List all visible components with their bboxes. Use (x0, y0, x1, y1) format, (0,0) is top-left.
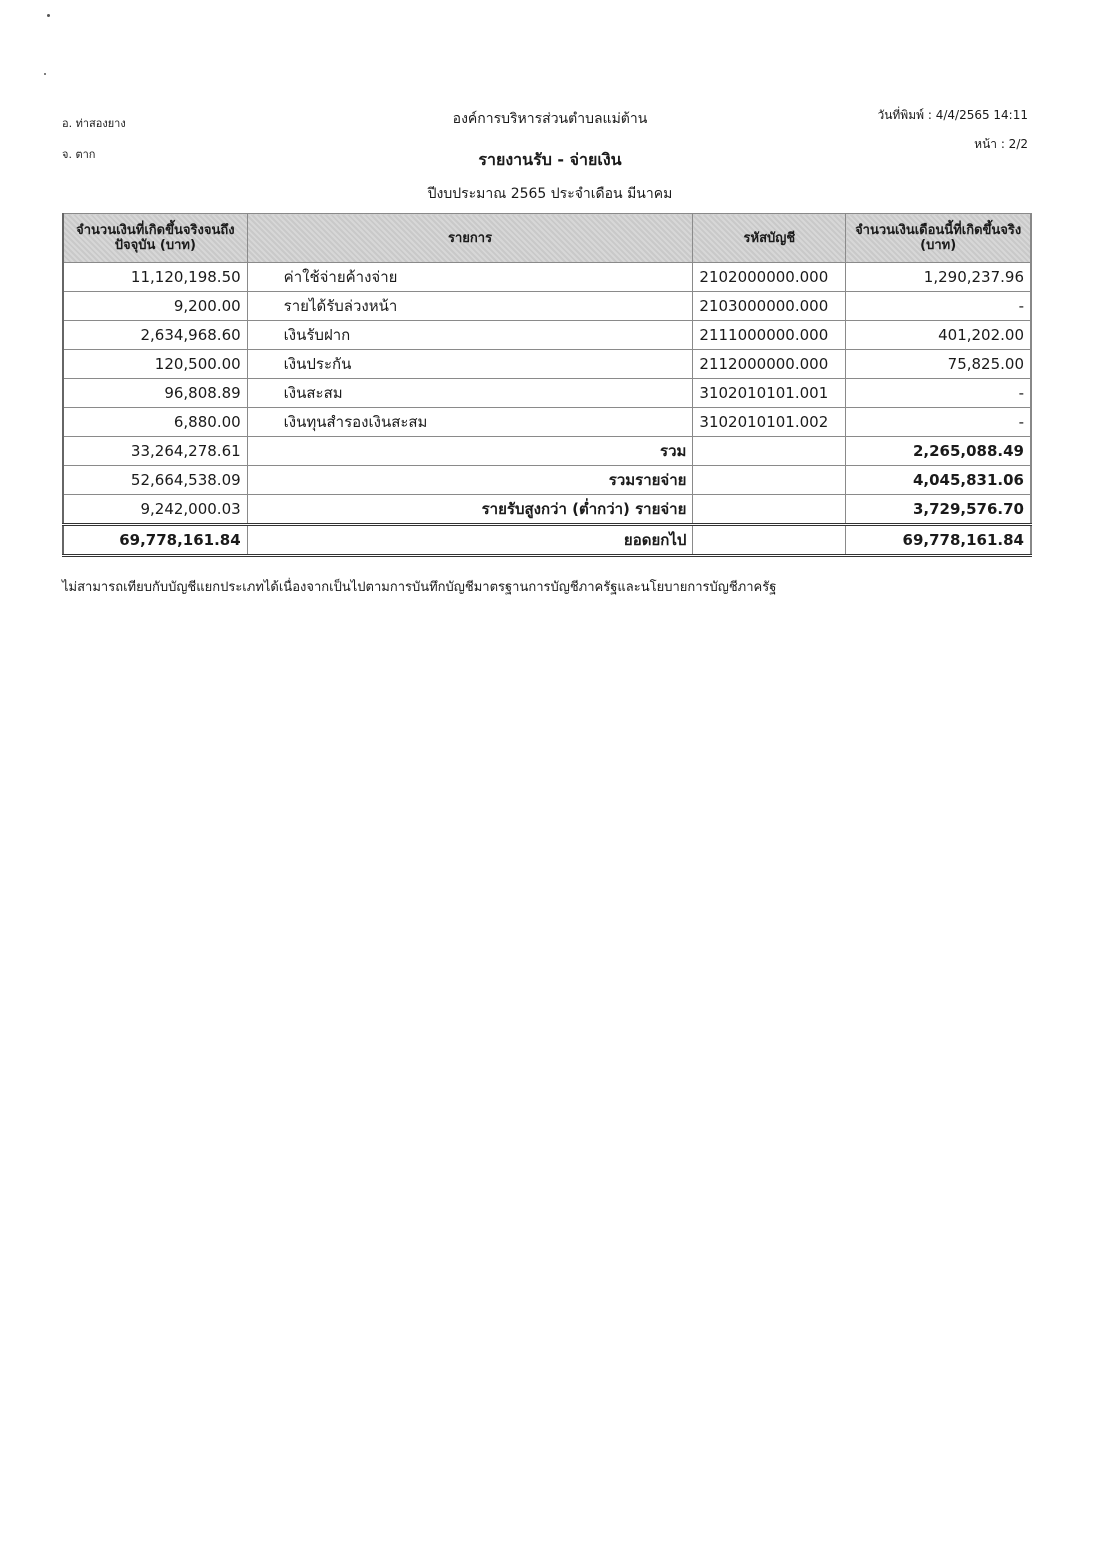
ytd-cell: 33,264,278.61 (63, 437, 247, 466)
code-cell: 2103000000.000 (693, 292, 846, 321)
code-cell: 2102000000.000 (693, 263, 846, 292)
page-number: หน้า : 2/2 (974, 137, 1028, 151)
header-ytd-amount: จำนวนเงินที่เกิดขึ้นจริงจนถึงปัจจุบัน (บาท) (63, 214, 247, 263)
total-label: รายรับสูงกว่า (ต่ำกว่า) รายจ่าย (247, 495, 693, 525)
code-cell: 2111000000.000 (693, 321, 846, 350)
report-title: รายงานรับ - จ่ายเงิน (478, 150, 622, 169)
ytd-cell: 6,880.00 (63, 408, 247, 437)
month-cell: 1,290,237.96 (846, 263, 1031, 292)
header-item: รายการ (247, 214, 693, 263)
table-row (63, 321, 1031, 350)
total-row (63, 495, 1031, 525)
ytd-cell: 9,200.00 (63, 292, 247, 321)
total-row (63, 437, 1031, 466)
item-cell: เงินสะสม (247, 379, 693, 408)
total-row (63, 466, 1031, 495)
month-cell: 75,825.00 (846, 350, 1031, 379)
report-period: ปีงบประมาณ 2565 ประจำเดือน มีนาคม (427, 186, 673, 202)
item-cell: เงินประกัน (247, 350, 693, 379)
scan-speck (47, 14, 50, 17)
ytd-cell: 11,120,198.50 (63, 263, 247, 292)
item-cell: ค่าใช้จ่ายค้างจ่าย (247, 263, 693, 292)
table-header-row (63, 214, 1031, 263)
org-name: องค์การบริหารส่วนตำบลแม่ต้าน (452, 111, 648, 127)
receipt-payment-table (62, 213, 1032, 557)
district-label: อ. ท่าสองยาง (62, 117, 126, 130)
province-label: จ. ตาก (62, 148, 96, 161)
code-cell (693, 495, 846, 525)
ytd-cell: 9,242,000.03 (63, 495, 247, 525)
code-cell: 3102010101.002 (693, 408, 846, 437)
print-date: วันที่พิมพ์ : 4/4/2565 14:11 (877, 108, 1028, 122)
code-cell: 3102010101.001 (693, 379, 846, 408)
month-cell: 4,045,831.06 (846, 466, 1031, 495)
table-row (63, 408, 1031, 437)
item-cell: เงินรับฝาก (247, 321, 693, 350)
month-cell: - (846, 292, 1031, 321)
month-cell: 2,265,088.49 (846, 437, 1031, 466)
month-cell: 401,202.00 (846, 321, 1031, 350)
table-row (63, 379, 1031, 408)
code-cell (693, 466, 846, 495)
table-row (63, 350, 1031, 379)
scan-speck (44, 73, 46, 75)
header-month-amount: จำนวนเงินเดือนนี้ที่เกิดขึ้นจริง (บาท) (846, 214, 1031, 263)
total-label: รวมรายจ่าย (247, 466, 693, 495)
ytd-cell: 69,778,161.84 (63, 525, 247, 556)
code-cell: 2112000000.000 (693, 350, 846, 379)
ytd-cell: 52,664,538.09 (63, 466, 247, 495)
table-row (63, 292, 1031, 321)
total-label: ยอดยกไป (247, 525, 693, 556)
header-account-code: รหัสบัญชี (693, 214, 846, 263)
month-cell: 69,778,161.84 (846, 525, 1031, 556)
ytd-cell: 120,500.00 (63, 350, 247, 379)
item-cell: รายได้รับล่วงหน้า (247, 292, 693, 321)
month-cell: - (846, 379, 1031, 408)
footnote: ไม่สามารถเทียบกับบัญชีแยกประเภทได้เนื่องจากเป็นไปตามการบันทึกบัญชีมาตรฐานการบัญชีภาครัฐและนโยบายการบัญชีภาครัฐ (62, 580, 777, 595)
ytd-cell: 96,808.89 (63, 379, 247, 408)
code-cell (693, 525, 846, 556)
month-cell: 3,729,576.70 (846, 495, 1031, 525)
item-cell: เงินทุนสำรองเงินสะสม (247, 408, 693, 437)
total-label: รวม (247, 437, 693, 466)
ytd-cell: 2,634,968.60 (63, 321, 247, 350)
month-cell: - (846, 408, 1031, 437)
code-cell (693, 437, 846, 466)
carried-forward-row (63, 525, 1031, 556)
table-row (63, 263, 1031, 292)
